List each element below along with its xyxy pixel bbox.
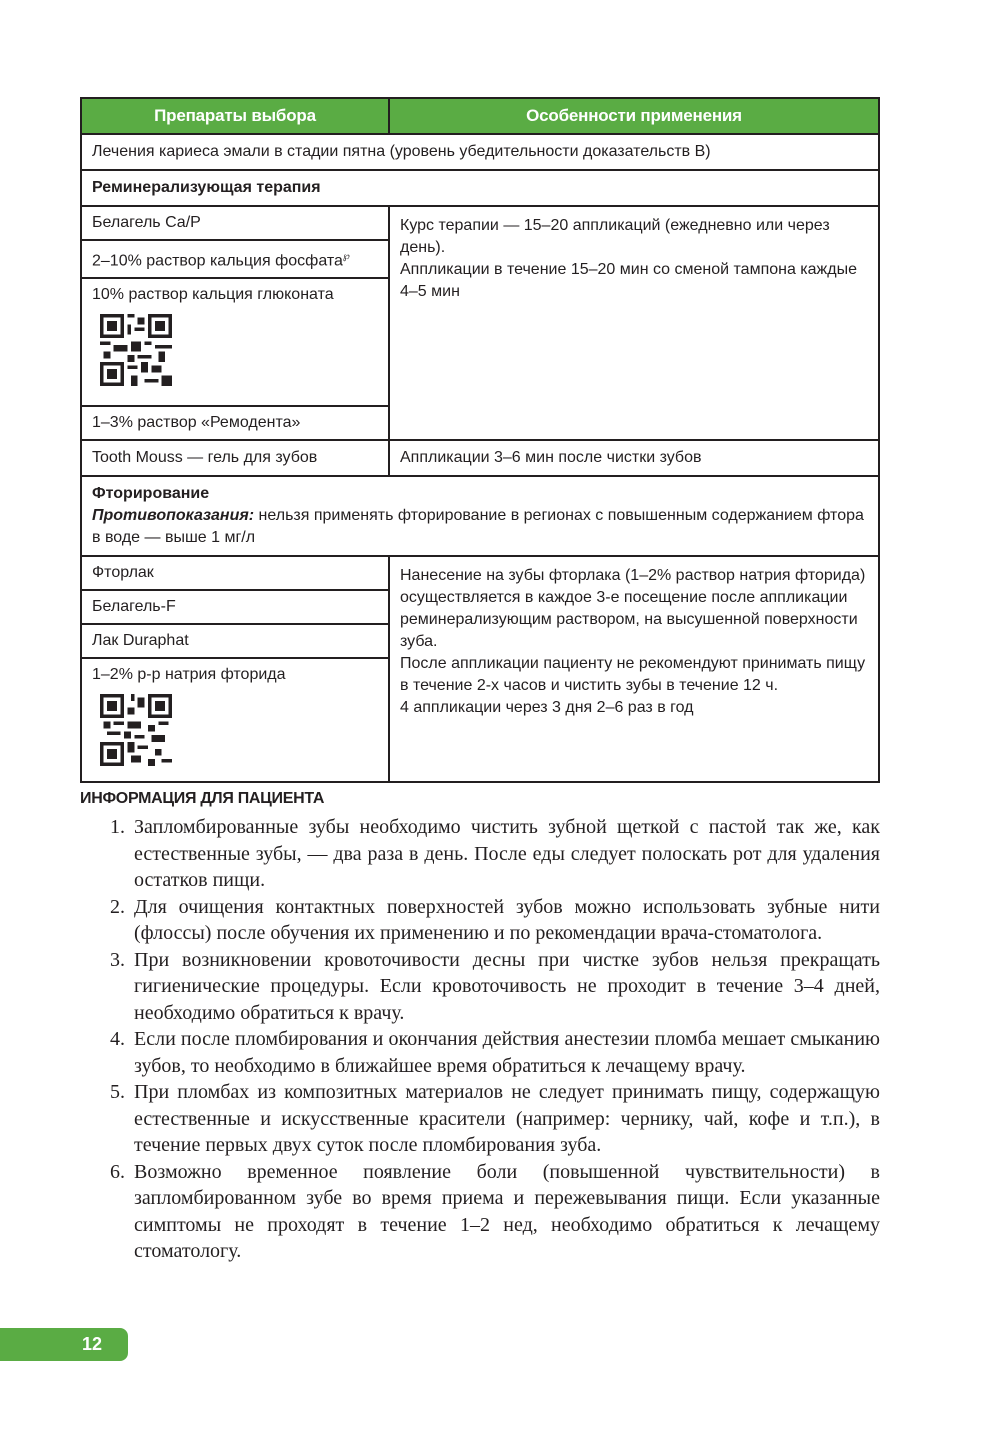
drug-name: 10% раствор кальция глюконата [82, 279, 388, 407]
list-item: 2. Для очищения контактных поверхностей зубов можно использовать зубные нити (флоссы) после обучения их применению и по рекомендации врача-стоматолога. [130, 894, 880, 947]
section-row [82, 477, 878, 557]
drug-name: Белагель-F [82, 591, 388, 625]
table-row [82, 207, 878, 441]
treatment-table [80, 97, 880, 783]
drug-name: 2–10% раствор кальция фосфата℘ [82, 241, 388, 279]
table-title: Лечения кариеса эмали в стадии пятна (уровень убедительности доказательств В) [92, 143, 711, 160]
contraindication: Противопоказания: нельзя применять фторирование в регионах с повышенным содержанием фтора в воде — выше 1 мг/л [92, 507, 864, 547]
header-drugs: Препараты выбора [82, 99, 390, 133]
list-item: 6. Возможно временное появление боли (повышенной чувствительности) в запломбированном зубе во время приема и пережевывания пищи. Если указанные симптомы не проходят в течение 1–2 нед, необходимо обратиться к лечащему стоматологу. [130, 1159, 880, 1265]
section-title: Реминерализующая терапия [92, 179, 321, 196]
footnote-icon: ℘ [342, 251, 350, 262]
drug-name: Белагель Са/Р [82, 207, 388, 241]
list-item: 4. Если после пломбирования и окончания действия анестезии пломба мешает смыканию зубов, то необходимо в ближайшее время обратиться к лечащему врачу. [130, 1026, 880, 1079]
drug-name: 1–2% р-р натрия фторида [82, 659, 388, 781]
list-item: 5. При пломбах из композитных материалов не следует принимать пищу, содержащую естественные и искусственные красители (например: чернику, чай, кофе и т.п.), в течение первых двух суток после пломбирования зуба. [130, 1079, 880, 1159]
patient-info-heading: ИНФОРМАЦИЯ ДЛЯ ПАЦИЕНТА [80, 790, 325, 807]
usage-description: Курс терапии — 15–20 аппликаций (ежедневно или через день). Аппликации в течение 15–20 мин со сменой тампона каждые 4–5 мин [400, 217, 857, 300]
drug-name: Лак Duraphat [82, 625, 388, 659]
page-number: 12 [0, 1328, 128, 1361]
qr-code-icon[interactable] [100, 314, 172, 386]
patient-info-list [80, 814, 880, 1265]
drug-name: 1–3% раствор «Ремодента» [92, 414, 301, 432]
section-row [82, 171, 878, 207]
list-item: 3. При возникновении кровоточивости десны при чистке зубов нельзя прекращать гигиенические процедуры. Если кровоточивость не проходит в течение 3–4 дней, необходимо обратиться к врачу. [130, 947, 880, 1027]
table-title-row [82, 135, 878, 171]
header-usage: Особенности применения [526, 106, 742, 125]
usage-description: Аппликации 3–6 мин после чистки зубов [400, 449, 702, 467]
section-title: Фторирование [92, 485, 210, 503]
drug-name: Tooth Mouss — гель для зубов [82, 441, 390, 475]
qr-code-icon[interactable] [100, 694, 172, 766]
table-header [82, 99, 878, 135]
list-item: 1. Запломбированные зубы необходимо чистить зубной щеткой с пастой так же, как естественные зубы, — два раза в день. После еды следует полоскать рот для удаления остатков пищи. [130, 814, 880, 894]
table-row [82, 441, 878, 477]
table-row [82, 557, 878, 781]
contraindication-label: Противопоказания: [92, 507, 255, 525]
usage-description: Нанесение на зубы фторлака (1–2% раствор натрия фторида) осуществляется в каждое 3-е посещение после аппликации реминерализующим раствором, на высушенной поверхности зуба. После аппликации пациенту не рекомендуют принимать пищу в течение 2-х часов и чистить зубы в течение 12 ч. 4 аппликации через 3 дня 2–6 раз в год [400, 567, 866, 717]
drug-name: Фторлак [82, 557, 388, 591]
